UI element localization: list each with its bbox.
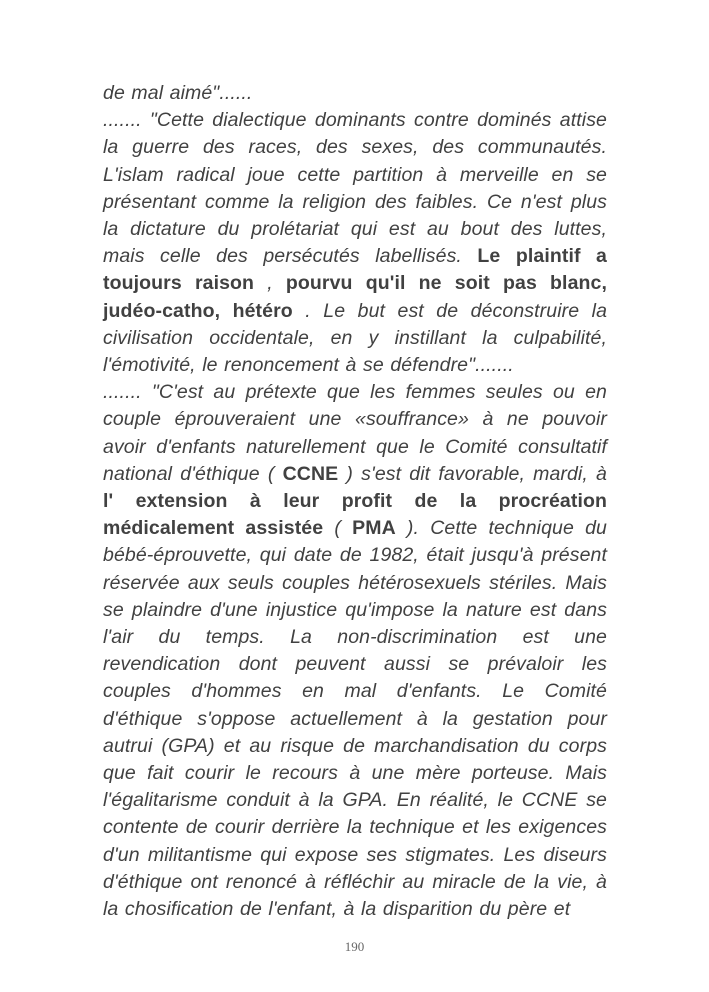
bold-text-run: CCNE <box>282 462 339 485</box>
italic-text-run: ) s'est dit favorable, mardi, à <box>338 462 607 485</box>
page-body-text <box>103 80 607 923</box>
bold-text-run: l' extension à leur profit de la procréation médicalement assistée <box>103 490 607 540</box>
paragraph <box>103 107 607 379</box>
bold-text-run: PMA <box>352 517 396 540</box>
italic-text-run: , <box>254 272 286 295</box>
italic-text-run: de mal aimé"...... <box>103 82 253 104</box>
italic-text-run: ( <box>323 517 353 540</box>
page-footer <box>0 938 709 956</box>
italic-text-run: ....... "C'est au prétexte que les femmes seules ou en couple éprouveraient une «souffrance» à ne pouvoir avoir d'enfants naturellement que le Comité consultatif national d'éthique ( <box>103 381 607 485</box>
page-number: 190 <box>344 939 365 954</box>
italic-text-run: ). Cette technique du bébé-éprouvette, qui date de 1982, était jusqu'à présent réservée aux seuls couples hétérosexuels stériles. Mais se plaindre d'une injustice qu'impose la nature est dans l'air du temps. La non-discrimination est une revendication dont peuvent aussi se prévaloir les couples d'hommes en mal d'enfants. Le Comité d'éthique s'oppose actuellement à la gestation pour autrui (GPA) et au risque de marchandisation du corps que fait courir le recours à une mère porteuse. Mais l'égalitarisme conduit à la GPA. En réalité, le CCNE se contente de courir derrière la technique et les exigences d'un militantisme qui expose ses stigmates. Les diseurs d'éthique ont renoncé à réfléchir au miracle de la vie, à la chosification de l'enfant, à la disparition du père et <box>103 517 607 921</box>
italic-text-run: . Le but est de déconstruire la civilisation occidentale, en y instillant la culpabilité, l'émotivité, le renoncement à se défendre"....... <box>103 299 608 377</box>
paragraph <box>103 80 607 107</box>
paragraph <box>103 379 607 923</box>
bold-text-run: Le plaintif a toujours raison <box>103 245 607 295</box>
bold-text-run: pourvu qu'il ne soit pas blanc, judéo-catho, hétéro <box>103 272 607 322</box>
italic-text-run: ....... "Cette dialectique dominants contre dominés attise la guerre des races, des sexes, des communautés. L'islam radical joue cette partition à merveille en se présentant comme la religion des faibles. Ce n'est plus la dictature du prolétariat qui est au bout des luttes, mais celle des persécutés labellisés. <box>103 109 607 268</box>
